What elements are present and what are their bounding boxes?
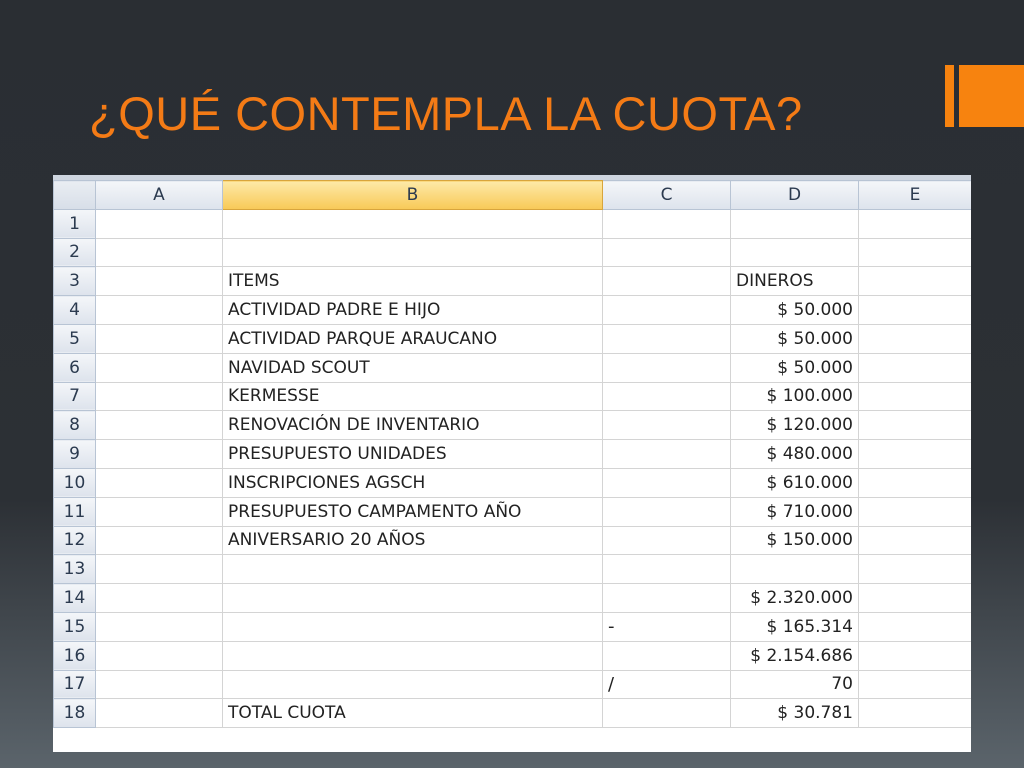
cell-amount[interactable]: $ 50.000 [731,353,859,382]
row-header[interactable]: 2 [54,238,96,267]
cell-operator[interactable] [603,641,731,670]
cell-amount[interactable]: $ 100.000 [731,382,859,411]
cell-amount[interactable]: $ 710.000 [731,497,859,526]
cell-e[interactable] [859,526,972,555]
table-row [54,699,972,728]
column-header[interactable]: A [96,181,223,210]
cell-item[interactable] [223,209,603,238]
cell-operator[interactable]: / [603,670,731,699]
column-header[interactable]: D [731,181,859,210]
cell-a[interactable] [96,584,223,613]
cell-amount[interactable] [731,209,859,238]
cell-item[interactable]: ACTIVIDAD PADRE E HIJO [223,296,603,325]
cell-a[interactable] [96,699,223,728]
table-row [54,238,972,267]
cell-e[interactable] [859,353,972,382]
cell-e[interactable] [859,238,972,267]
row-header[interactable]: 5 [54,324,96,353]
table-row [54,526,972,555]
cell-amount[interactable] [731,555,859,584]
cell-item[interactable] [223,670,603,699]
cell-item[interactable]: ITEMS [223,267,603,296]
cell-e[interactable] [859,670,972,699]
cell-item[interactable] [223,238,603,267]
cell-operator[interactable]: - [603,612,731,641]
cell-operator[interactable] [603,411,731,440]
slide-title: ¿QUÉ CONTEMPLA LA CUOTA? [89,87,803,140]
table-row [54,468,972,497]
column-header-row [54,181,972,210]
cell-e[interactable] [859,468,972,497]
table-row [54,411,972,440]
row-header[interactable]: 1 [54,209,96,238]
cell-operator[interactable] [603,555,731,584]
cell-a[interactable] [96,612,223,641]
cell-item[interactable] [223,641,603,670]
cell-amount[interactable]: DINEROS [731,267,859,296]
decor-bar-thin [945,65,954,127]
table-row [54,670,972,699]
select-all-corner[interactable] [54,181,96,210]
cell-amount[interactable]: $ 2.154.686 [731,641,859,670]
cell-e[interactable] [859,267,972,296]
cell-operator[interactable] [603,526,731,555]
cell-a[interactable] [96,670,223,699]
cell-item[interactable]: NAVIDAD SCOUT [223,353,603,382]
spreadsheet-grid [53,180,971,728]
table-row [54,324,972,353]
cell-a[interactable] [96,209,223,238]
cell-operator[interactable] [603,468,731,497]
cell-item[interactable] [223,612,603,641]
cell-amount[interactable]: $ 2.320.000 [731,584,859,613]
cell-operator[interactable] [603,238,731,267]
cell-item[interactable]: RENOVACIÓN DE INVENTARIO [223,411,603,440]
row-header[interactable]: 9 [54,440,96,469]
cell-amount[interactable]: $ 165.314 [731,612,859,641]
cell-item[interactable]: PRESUPUESTO UNIDADES [223,440,603,469]
table-row [54,267,972,296]
table-row [54,296,972,325]
row-header[interactable]: 16 [54,641,96,670]
cell-operator[interactable] [603,324,731,353]
cell-e[interactable] [859,641,972,670]
row-header[interactable]: 11 [54,497,96,526]
table-row [54,555,972,584]
cell-operator[interactable] [603,382,731,411]
cell-e[interactable] [859,411,972,440]
cell-item[interactable] [223,555,603,584]
cell-amount[interactable]: $ 50.000 [731,324,859,353]
table-row [54,209,972,238]
cell-amount[interactable] [731,238,859,267]
cell-a[interactable] [96,324,223,353]
table-row [54,382,972,411]
table-row [54,497,972,526]
column-header-selected[interactable]: B [223,181,603,210]
row-header[interactable]: 7 [54,382,96,411]
cell-operator[interactable] [603,440,731,469]
cell-operator[interactable] [603,267,731,296]
cell-a[interactable] [96,468,223,497]
cell-a[interactable] [96,267,223,296]
cell-e[interactable] [859,296,972,325]
cell-operator[interactable] [603,296,731,325]
cell-amount[interactable]: 70 [731,670,859,699]
cell-item[interactable]: TOTAL CUOTA [223,699,603,728]
cell-amount[interactable]: $ 50.000 [731,296,859,325]
cell-amount[interactable]: $ 30.781 [731,699,859,728]
row-header[interactable]: 10 [54,468,96,497]
cell-operator[interactable] [603,353,731,382]
cell-item[interactable]: PRESUPUESTO CAMPAMENTO AÑO [223,497,603,526]
row-header[interactable]: 15 [54,612,96,641]
cell-item[interactable] [223,584,603,613]
row-header[interactable]: 6 [54,353,96,382]
table-row [54,641,972,670]
column-header[interactable]: C [603,181,731,210]
cell-a[interactable] [96,382,223,411]
cell-a[interactable] [96,296,223,325]
cell-a[interactable] [96,555,223,584]
row-header[interactable]: 3 [54,267,96,296]
cell-e[interactable] [859,382,972,411]
cell-a[interactable] [96,526,223,555]
cell-operator[interactable] [603,497,731,526]
cell-e[interactable] [859,497,972,526]
cell-operator[interactable] [603,699,731,728]
row-header[interactable]: 13 [54,555,96,584]
cell-e[interactable] [859,209,972,238]
cell-a[interactable] [96,641,223,670]
cell-e[interactable] [859,584,972,613]
row-header[interactable]: 14 [54,584,96,613]
cell-e[interactable] [859,699,972,728]
decor-bar-thick [959,65,1024,127]
column-header[interactable]: E [859,181,972,210]
cell-amount[interactable]: $ 120.000 [731,411,859,440]
row-header[interactable]: 17 [54,670,96,699]
cell-a[interactable] [96,238,223,267]
table-row [54,353,972,382]
cell-amount[interactable]: $ 480.000 [731,440,859,469]
cell-e[interactable] [859,440,972,469]
cell-e[interactable] [859,612,972,641]
cell-item[interactable]: KERMESSE [223,382,603,411]
cell-item[interactable]: ANIVERSARIO 20 AÑOS [223,526,603,555]
cell-item[interactable]: ACTIVIDAD PARQUE ARAUCANO [223,324,603,353]
table-row [54,612,972,641]
row-header[interactable]: 8 [54,411,96,440]
cell-e[interactable] [859,555,972,584]
cell-a[interactable] [96,411,223,440]
cell-operator[interactable] [603,209,731,238]
cell-operator[interactable] [603,584,731,613]
cell-a[interactable] [96,497,223,526]
table-row [54,440,972,469]
spreadsheet [53,175,971,752]
row-header[interactable]: 4 [54,296,96,325]
cell-a[interactable] [96,353,223,382]
cell-e[interactable] [859,324,972,353]
row-header[interactable]: 12 [54,526,96,555]
cell-amount[interactable]: $ 610.000 [731,468,859,497]
cell-a[interactable] [96,440,223,469]
table-row [54,584,972,613]
cell-item[interactable]: INSCRIPCIONES AGSCH [223,468,603,497]
cell-amount[interactable]: $ 150.000 [731,526,859,555]
row-header[interactable]: 18 [54,699,96,728]
